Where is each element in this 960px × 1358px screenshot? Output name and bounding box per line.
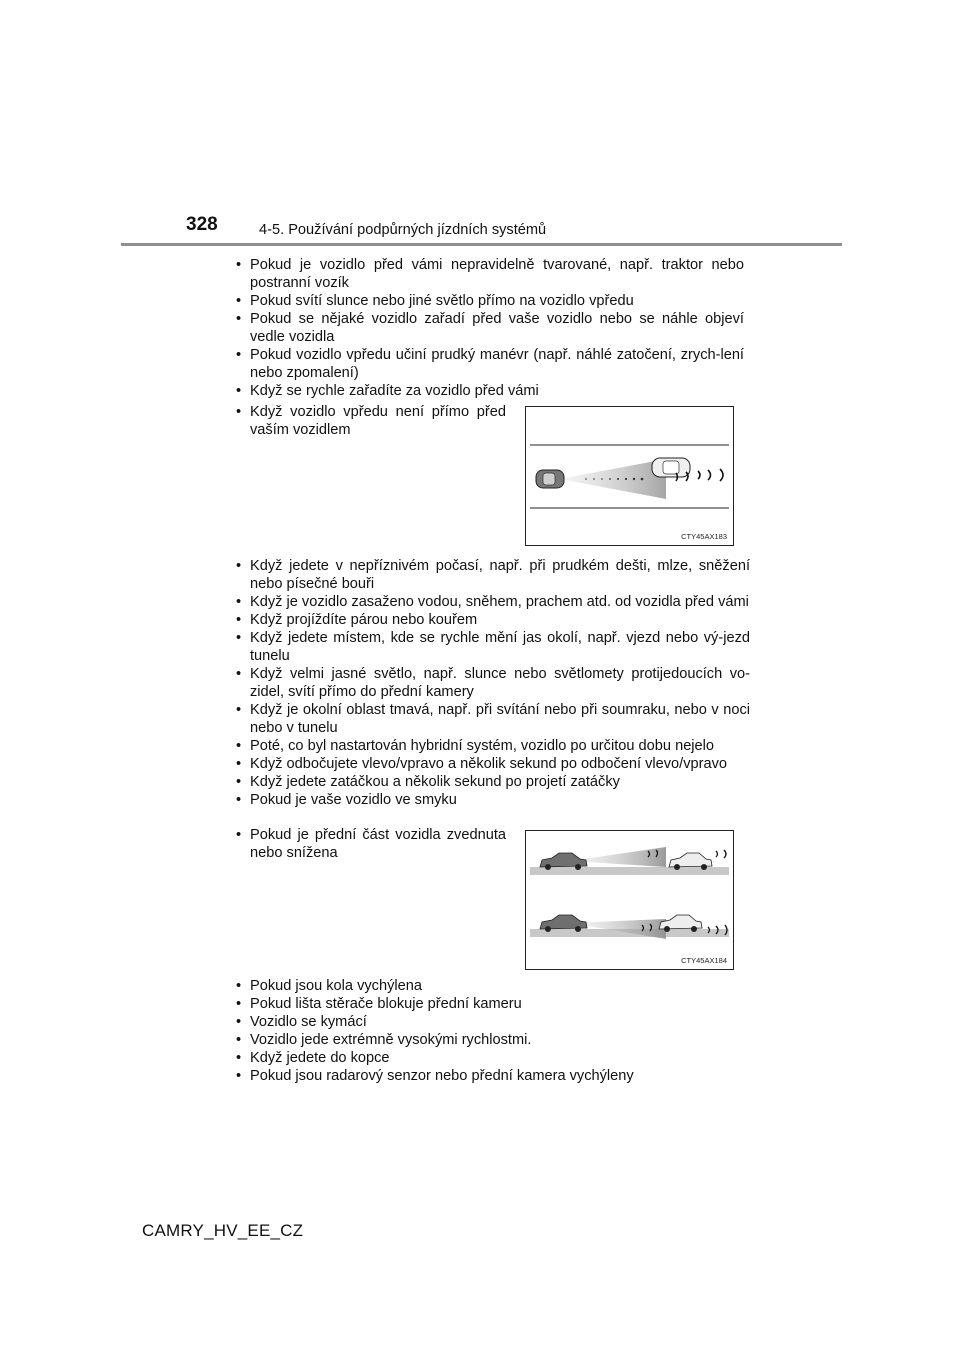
list-item: • Pokud je přední část vozidla zvednuta nebo snížena: [236, 826, 506, 862]
bullet-list-5: [236, 977, 744, 1085]
list-item: • Pokud se nějaké vozidlo zařadí před vaše vozidlo nebo se náhle objeví vedle vozidla: [236, 310, 744, 346]
figure-pitched-vehicle: [525, 830, 734, 970]
list-item: • Když odbočujete vlevo/vpravo a několik sekund po odbočení vlevo/vpravo: [236, 755, 750, 773]
list-item: • Pokud lišta stěrače blokuje přední kameru: [236, 995, 744, 1013]
list-item: • Když velmi jasné světlo, např. slunce nebo světlomety protijedoucích vo-zidel, svítí přímo do přední kamery: [236, 665, 750, 701]
list-item: • Pokud vozidlo vpředu učiní prudký manévr (např. náhlé zatočení, zrych-lení nebo zpomalení): [236, 346, 744, 382]
page-number: 328: [186, 214, 218, 235]
list-item: • Když je okolní oblast tmavá, např. při svítání nebo při soumraku, nebo v noci nebo v tunelu: [236, 701, 750, 737]
list-item: • Když vozidlo vpředu není přímo před vaším vozidlem: [236, 403, 506, 439]
lead-car-icon: [652, 458, 690, 477]
list-item: • Když je vozidlo zasaženo vodou, sněhem, prachem atd. od vozidla před vámi: [236, 593, 750, 611]
list-item: • Pokud svítí slunce nebo jiné světlo přímo na vozidlo vpředu: [236, 292, 744, 310]
list-item: • Pokud je vozidlo před vámi nepravidelně tvarované, např. traktor nebo postranní vozík: [236, 256, 744, 292]
list-item: • Když jedete místem, kde se rychle mění jas okolí, např. vjezd nebo vý-jezd tunelu: [236, 629, 750, 665]
car-radar-offset-illustration: [526, 407, 733, 545]
list-item: • Vozidlo se kymácí: [236, 1013, 744, 1031]
list-item: • Když jedete do kopce: [236, 1049, 744, 1067]
bullet-list-2: [236, 403, 506, 439]
list-item: • Pokud je vaše vozidlo ve smyku: [236, 791, 750, 809]
header-rule: [121, 243, 842, 246]
car-radar-pitch-illustration: [526, 831, 733, 969]
figure-code: CTY45AX183: [681, 532, 727, 541]
figure-code: CTY45AX184: [681, 956, 727, 965]
bullet-list-1: [236, 256, 744, 400]
bullet-list-3: [236, 557, 750, 809]
list-item: • Když jedete v nepříznivém počasí, např. při prudkém dešti, mlze, sněžení nebo písečné bouři: [236, 557, 750, 593]
own-car-icon: [536, 470, 564, 488]
list-item: • Vozidlo jede extrémně vysokými rychlostmi.: [236, 1031, 744, 1049]
list-item: • Když se rychle zařadíte za vozidlo před vámi: [236, 382, 744, 400]
list-item: • Pokud jsou kola vychýlena: [236, 977, 744, 995]
document-code: CAMRY_HV_EE_CZ: [142, 1221, 304, 1240]
list-item: • Pokud jsou radarový senzor nebo přední kamera vychýleny: [236, 1067, 744, 1085]
section-title: 4-5. Používání podpůrných jízdních systémů: [259, 222, 547, 238]
bullet-list-4: [236, 826, 506, 862]
figure-offset-vehicle: [525, 406, 734, 546]
list-item: • Poté, co byl nastartován hybridní systém, vozidlo po určitou dobu nejelo: [236, 737, 750, 755]
list-item: • Když jedete zatáčkou a několik sekund po projetí zatáčky: [236, 773, 750, 791]
list-item: • Když projíždíte párou nebo kouřem: [236, 611, 750, 629]
